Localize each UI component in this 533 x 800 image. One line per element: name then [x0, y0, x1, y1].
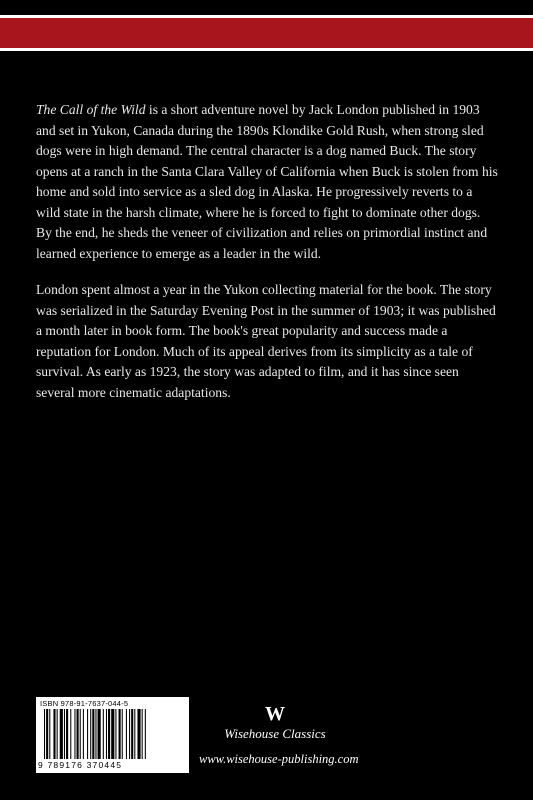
svg-text:W: W: [265, 703, 285, 724]
barcode-digits: 9 789176 370445: [38, 760, 123, 770]
blurb-paragraph-1: [36, 100, 498, 264]
red-banner: [0, 18, 533, 48]
back-cover-blurb: [36, 100, 498, 419]
imprint-name: Wisehouse Classics: [224, 726, 326, 741]
barcode-bars: [44, 709, 182, 759]
bottom-white-rule: [0, 48, 533, 51]
top-black-strip: [0, 0, 533, 15]
book-title: The Call of the Wild: [36, 102, 146, 117]
isbn-barcode: [36, 697, 189, 773]
publisher-block: [200, 702, 350, 742]
wisehouse-logo-icon: [265, 702, 285, 724]
blurb-paragraph-2: London spent almost a year in the Yukon collecting material for the book. The story was serialized in the Saturday Evening Post in the summer of 1903; it was published a month later in book form. The book's great popularity and success made a reputation for London. Much of its appeal derives from its simplicity as a tale of survival. As early as 1923, the story was adapted to film, and it has since seen several more cinematic adaptations.: [36, 282, 496, 400]
blurb-paragraph-1-text: is a short adventure novel by Jack London published in 1903 and set in Yukon, Canada during the 1890s Klondike Gold Rush, when strong sled dogs were in high demand. The central character is a dog named Buck. The story opens at a ranch in the Santa Clara Valley of California when Buck is stolen from his home and sold into service as a sled dog in Alaska. He progressively reverts to a wild state in the harsh climate, where he is forced to fight to dominate other dogs. By the end, he sheds the veneer of civilization and relies on primordial instinct and learned experience to emerge as a leader in the wild.: [36, 102, 498, 261]
publisher-website: www.wisehouse-publishing.com: [199, 752, 359, 766]
isbn-label: ISBN 978-91-7637-044-5: [40, 699, 129, 708]
